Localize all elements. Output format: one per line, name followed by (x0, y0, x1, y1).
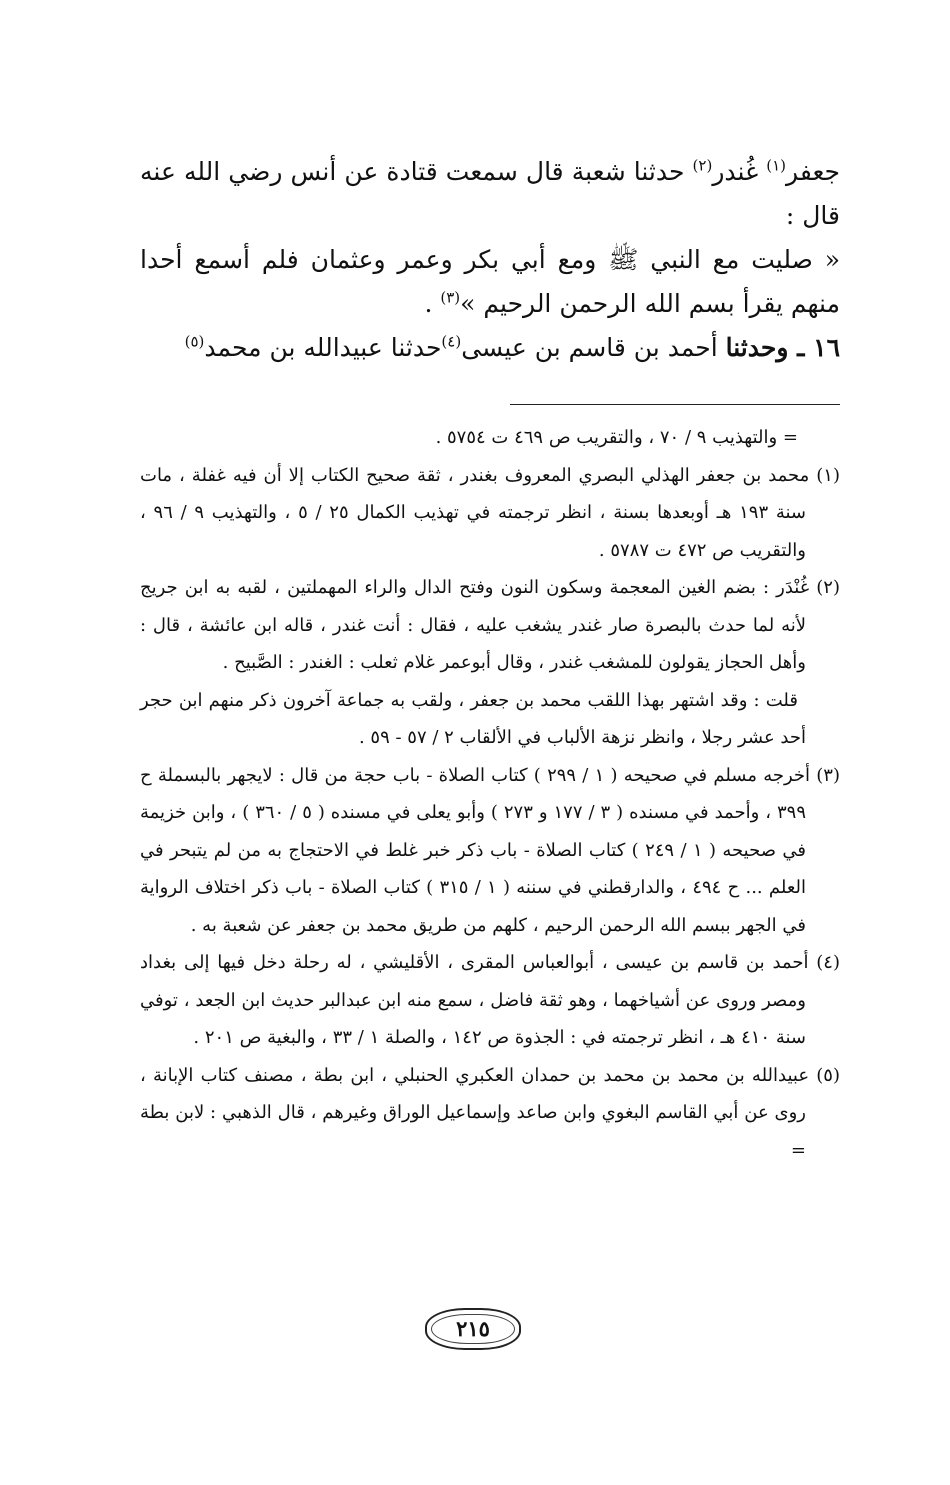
text-segment: جعفر (786, 157, 840, 186)
footnote-ref-4[interactable]: (٤) (441, 332, 462, 351)
hadith-16 (140, 326, 840, 370)
footnote-divider (510, 404, 840, 405)
text-segment: حدثنا عبيدالله بن محمد (204, 333, 442, 362)
footnote-4: (٤) أحمد بن قاسم بن عيسى ، أبوالعباس المقرى ، الأقليشي ، له رحلة دخل فيها إلى بغداد ومصر وروى عن أشياخهما ، وهو ثقة فاضل ، سمع منه ابن عبدالبر حديث ابن الجعد ، توفي سنة ٤١٠ هـ ، انظر ترجمته في : الجذوة ص ١٤٢ ، والصلة ١ / ٣٣ ، والبغية ص ٢٠١ . (140, 952, 840, 1048)
hadith-quote (140, 238, 840, 326)
text-segment: غُندر (712, 157, 759, 186)
footnote-ref-3[interactable]: (٣) (440, 288, 461, 307)
text-segment: حدثنا شعبة قال سمعت قتادة عن أنس رضي الله عنه قال : (140, 157, 840, 230)
footnote-5: (٥) عبيدالله بن محمد بن محمد بن حمدان العكبري الحنبلي ، ابن بطة ، مصنف كتاب الإبانة ، روى عن أبي القاسم البغوي وابن صاعد وإسماعيل الوراق وغيرهم ، قال الذهبي : لابن بطة = (140, 1064, 840, 1161)
main-paragraph-1 (140, 150, 840, 238)
footnote-ref-1[interactable]: (١) (766, 156, 787, 175)
page-number: ٢١٥ (425, 1308, 521, 1350)
text-segment: أحمد بن قاسم بن عيسى (461, 333, 718, 362)
quote-text: « صليت مع النبي ﷺ ومع أبي بكر وعمر وعثمان فلم أسمع أحدا منهم يقرأ بسم الله الرحمن الرحيم » (140, 245, 840, 318)
footnote-continuation: = والتهذيب ٩ / ٧٠ ، والتقريب ص ٤٦٩ ت ٥٧٥٤ . (435, 427, 798, 448)
main-text (140, 150, 840, 370)
hadith-number: ١٦ ـ وحدثنا (725, 333, 840, 362)
footnote-ref-5[interactable]: (٥) (184, 332, 205, 351)
text-segment: . (424, 289, 433, 318)
page-body (140, 150, 840, 1169)
footnote-2: (٢) غُنْدَر : بضم الغين المعجمة وسكون النون وفتح الدال والراء المهملتين ، لقبه به ابن جريج لأنه لما حدث بالبصرة صار غندر يشغب عليه ، فقال : أنت غندر ، قاله ابن عائشة ، قال : وأهل الحجاز يقولون للمشغب غندر ، وقال أبوعمر غلام ثعلب : الغندر : الصَّبيح . (140, 577, 840, 673)
footnotes (140, 419, 840, 1169)
footnote-2-continuation: قلت : وقد اشتهر بهذا اللقب محمد بن جعفر ، ولقب به جماعة آخرون ذكر منهم ابن حجر أحد عشر رجلا ، وانظر نزهة الألباب في الألقاب ٢ / ٥٧ - ٥٩ . (140, 689, 806, 748)
footnote-ref-2[interactable]: (٢) (692, 156, 713, 175)
footnote-1: (١) محمد بن جعفر الهذلي البصري المعروف بغندر ، ثقة صحيح الكتاب إلا أن فيه غفلة ، مات سنة ١٩٣ هـ أوبعدها بسنة ، انظر ترجمته في تهذيب الكمال ٢٥ / ٥ ، والتهذيب ٩ / ٩٦ ، والتقريب ص ٤٧٢ ت ٥٧٨٧ . (140, 464, 840, 561)
footnote-3: (٣) أخرجه مسلم في صحيحه ( ١ / ٢٩٩ ) كتاب الصلاة - باب حجة من قال : لايجهر بالبسملة ح ٣٩٩ ، وأحمد في مسنده ( ٣ / ١٧٧ و ٢٧٣ ) وأبو يعلى في مسنده ( ٥ / ٣٦٠ ) ، وابن خزيمة في صحيحه ( ١ / ٢٤٩ ) كتاب الصلاة - باب ذكر خبر غلط في الاحتجاج به من لم يتبحر في العلم ... ح ٤٩٤ ، والدارقطني في سننه ( ١ / ٣١٥ ) كتاب الصلاة - باب ذكر اختلاف الرواية في الجهر ببسم الله الرحمن الرحيم ، كلهم من طريق محمد بن جعفر عن شعبة به . (140, 764, 840, 936)
